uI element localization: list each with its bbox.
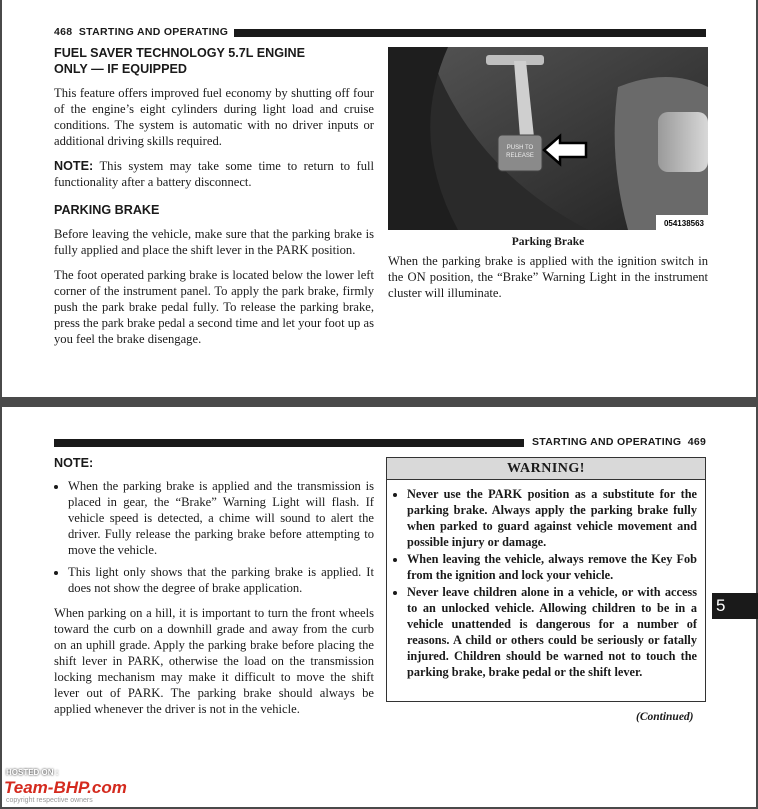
warning-list — [391, 486, 697, 680]
right-column — [388, 253, 708, 310]
warning-item: • Never leave children alone in a vehicle, or with access to an unlocked vehicle. Allowing children to be in a vehicle unattended is dangerous for a number of reasons. A child or others could be seriously or fatally injured. Children should be warned not to touch the parking brake, brake pedal or the shift lever. — [407, 584, 697, 680]
manual-page-468 — [2, 0, 756, 397]
heading-line: ONLY — IF EQUIPPED — [54, 62, 187, 76]
parking-brake-heading: PARKING BRAKE — [54, 203, 160, 217]
fuel-saver-heading — [54, 45, 374, 77]
left-column — [54, 455, 374, 726]
parking-brake-illustration — [388, 47, 708, 230]
hill-parking-paragraph: When parking on a hill, it is important to turn the front wheels toward the curb on a downhill grade and away from the curb on an uphill grade. Apply the parking brake before placing the shift lever in PARK, otherwise the load on the transmission locking mechanism may make it difficult to move the shift lever out of PARK. The parking brake should always be applied whenever the driver is not in the vehicle. — [54, 606, 374, 716]
parking-brake-paragraph-2: The foot operated parking brake is located below the lower left corner of the instrument panel. To apply the park brake, firmly push the park brake pedal fully. To release the parking brake, press the park brake pedal a second time and let your foot up as you feel the brake disengage. — [54, 268, 374, 346]
fuel-saver-paragraph: This feature offers improved fuel economy by shutting off four of the engine’s eight cylinders during light load and cruise conditions. The system is automatic with no driver inputs or additional driving skills required. — [54, 86, 374, 148]
section-title: STARTING AND OPERATING — [532, 436, 682, 448]
page-number: 469 — [687, 436, 707, 448]
warning-light-paragraph: When the parking brake is applied with the ignition switch in the ON position, the “Brake” Warning Light in the instrument cluster will illuminate. — [388, 254, 708, 300]
page-number: 468 — [54, 26, 73, 38]
continued-label: (Continued) — [636, 711, 694, 723]
watermark-logo: Team-BHP.com — [4, 778, 127, 797]
parking-brake-paragraph-1: Before leaving the vehicle, make sure that the parking brake is fully applied and place the shift lever in the PARK position. — [54, 227, 374, 257]
list-item: • This light only shows that the parking brake is applied. It does not show the degree of brake application. — [68, 564, 374, 596]
note-label: NOTE: — [54, 456, 94, 470]
figure-id: 054138563 — [663, 219, 704, 228]
section-title: STARTING AND OPERATING — [78, 26, 229, 38]
watermark — [2, 768, 202, 808]
list-item: • When the parking brake is applied and the transmission is placed in gear, the “Brake” Warning Light will flash. If vehicle speed is detected, a chime will sound to alert the driver. Fully release the parking brake before attempting to move the vehicle. — [68, 478, 374, 558]
page-header-right — [532, 436, 706, 448]
warning-box — [386, 457, 706, 702]
watermark-copyright: copyright respective owners — [6, 797, 93, 804]
warning-item: • When leaving the vehicle, always remove the Key Fob from the ignition and lock your vehicle. — [407, 551, 697, 583]
header-rule — [54, 439, 524, 447]
page-header-left — [54, 26, 228, 38]
left-column — [54, 45, 374, 356]
hosted-on-label: HOSTED ON : — [6, 768, 59, 777]
parking-brake-figure — [388, 47, 708, 230]
warning-title: WARNING! — [387, 458, 705, 480]
header-rule — [234, 29, 706, 37]
figure-caption: Parking Brake — [511, 236, 585, 248]
push-to-label: PUSH TO — [506, 145, 534, 151]
warning-item: • Never use the PARK position as a substitute for the parking brake. Always apply the parking brake fully when parked to guard against vehicle movement and possible injury or damage. — [407, 486, 697, 550]
release-label: RELEASE — [506, 153, 534, 159]
note-list — [54, 478, 374, 596]
fuel-saver-note — [54, 158, 374, 190]
heading-line: FUEL SAVER TECHNOLOGY 5.7L ENGINE — [54, 46, 305, 60]
note-text: This system may take some time to return to full functionality after a battery disconnect. — [54, 159, 374, 189]
chapter-tab: 5 — [712, 593, 758, 619]
note-label: NOTE: — [54, 159, 94, 173]
